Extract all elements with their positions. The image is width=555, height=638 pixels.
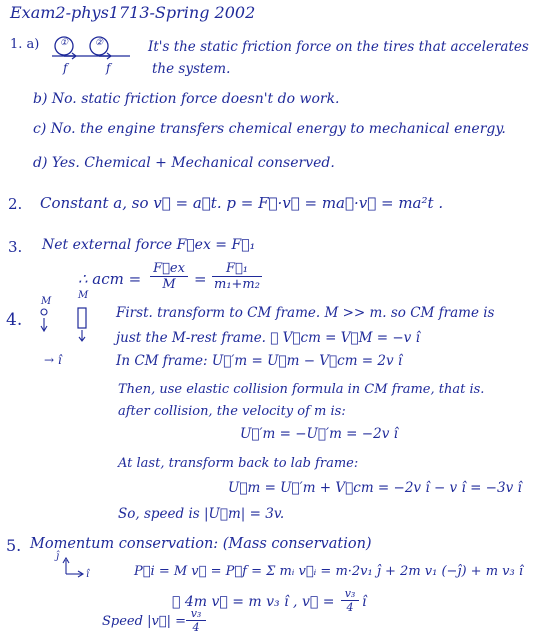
q4-line5: after collision, the velocity of m is: bbox=[118, 404, 346, 419]
q5-speed-frac-bot: 4 bbox=[192, 621, 200, 634]
q3-number: 3. bbox=[8, 238, 23, 256]
q4-line9: So, speed is |U⃗m| = 3v. bbox=[118, 506, 285, 522]
friction-label-2: f bbox=[106, 61, 111, 75]
q5-axis-j: ĵ bbox=[56, 551, 60, 562]
q1c-text: c) No. the engine transfers chemical energy to mechanical energy. bbox=[33, 121, 506, 137]
q1a-line2: the system. bbox=[152, 61, 231, 77]
q1a-line1: It's the static friction force on the tires that accelerates bbox=[148, 39, 529, 55]
q4-line2: just the M-rest frame. ∴ V⃗cm = V⃗M = −v î bbox=[116, 330, 420, 346]
q5-speed-label: Speed |v⃗| = bbox=[102, 614, 186, 629]
q5-line1: P⃗i = M v⃗ = P⃗f = Σ mᵢ v⃗ᵢ = m·2v₁ ĵ + 2m v₁ (−ĵ) + m v₃ î bbox=[134, 564, 523, 579]
q4-diagram-M-label: M bbox=[78, 290, 89, 301]
q4-line8: U⃗m = U⃗′m + V⃗cm = −2v î − v î = −3v î bbox=[228, 480, 522, 496]
q1-number: 1. a) bbox=[10, 37, 40, 52]
q2-number: 2. bbox=[8, 195, 23, 213]
q4-collision-sketch bbox=[38, 306, 98, 346]
q5-speed-fraction bbox=[186, 608, 206, 633]
q5-v-frac-bot: 4 bbox=[346, 601, 354, 614]
q3-line1: Net external force F⃗ex = F⃗₁ bbox=[42, 237, 256, 253]
q5-speed-frac-top: v₃ bbox=[190, 607, 202, 620]
q5-axis-i: î bbox=[86, 569, 90, 580]
q5-velocity-fraction bbox=[341, 588, 359, 613]
q4-number: 4. bbox=[6, 310, 23, 330]
q4-line3: In CM frame: U⃗′m = U⃗m − V⃗cm = 2v î bbox=[116, 353, 403, 369]
q5-line2-tail: î bbox=[362, 594, 367, 610]
wheel-2-label: ② bbox=[95, 38, 104, 48]
q3-frac1-bot: M bbox=[162, 277, 176, 292]
q5-header: Momentum conservation: (Mass conservation) bbox=[30, 536, 372, 552]
q3-fraction-1 bbox=[150, 262, 188, 291]
q3-fraction-2 bbox=[212, 262, 262, 291]
q4-line4: Then, use elastic collision formula in CM frame, that is. bbox=[118, 382, 485, 397]
q4-axis-label: → î bbox=[44, 353, 62, 367]
title-underline-stroke bbox=[10, 22, 225, 28]
q4-line6: U⃗′m = −U⃗′m = −2v î bbox=[240, 426, 398, 442]
large-mass-icon bbox=[78, 308, 86, 328]
q3-frac2-bot: m₁+m₂ bbox=[214, 277, 260, 292]
q5-v-frac-top: v₃ bbox=[344, 587, 356, 600]
q4-line7: At last, transform back to lab frame: bbox=[118, 456, 359, 471]
page-title: Exam2-phys1713-Spring 2002 bbox=[10, 3, 256, 22]
q4-diagram-M-top: M bbox=[41, 296, 52, 307]
wheel-1-label: ① bbox=[60, 38, 69, 48]
q5-line2: ∴ 4m v⃗ = m v₃ î , v⃗ = bbox=[172, 594, 335, 610]
q2-text: Constant a, so v⃗ = a⃗t. p = F⃗·v⃗ = ma⃗·v⃗ = ma²t . bbox=[40, 194, 444, 212]
q1d-text: d) Yes. Chemical + Mechanical conserved. bbox=[33, 155, 335, 171]
q3-frac1-top: F⃗ex bbox=[153, 261, 185, 276]
q1b-text: b) No. static friction force doesn't do work. bbox=[33, 91, 340, 107]
q5-number: 5. bbox=[6, 536, 22, 555]
q4-line1: First. transform to CM frame. M >> m. so CM frame is bbox=[116, 305, 495, 321]
friction-label-1: f bbox=[63, 61, 68, 75]
q3-frac2-top: F⃗₁ bbox=[225, 261, 249, 276]
q3-therefore: ∴ acm = bbox=[78, 270, 142, 288]
q3-equals: = bbox=[194, 270, 207, 288]
small-mass-icon bbox=[41, 309, 47, 315]
